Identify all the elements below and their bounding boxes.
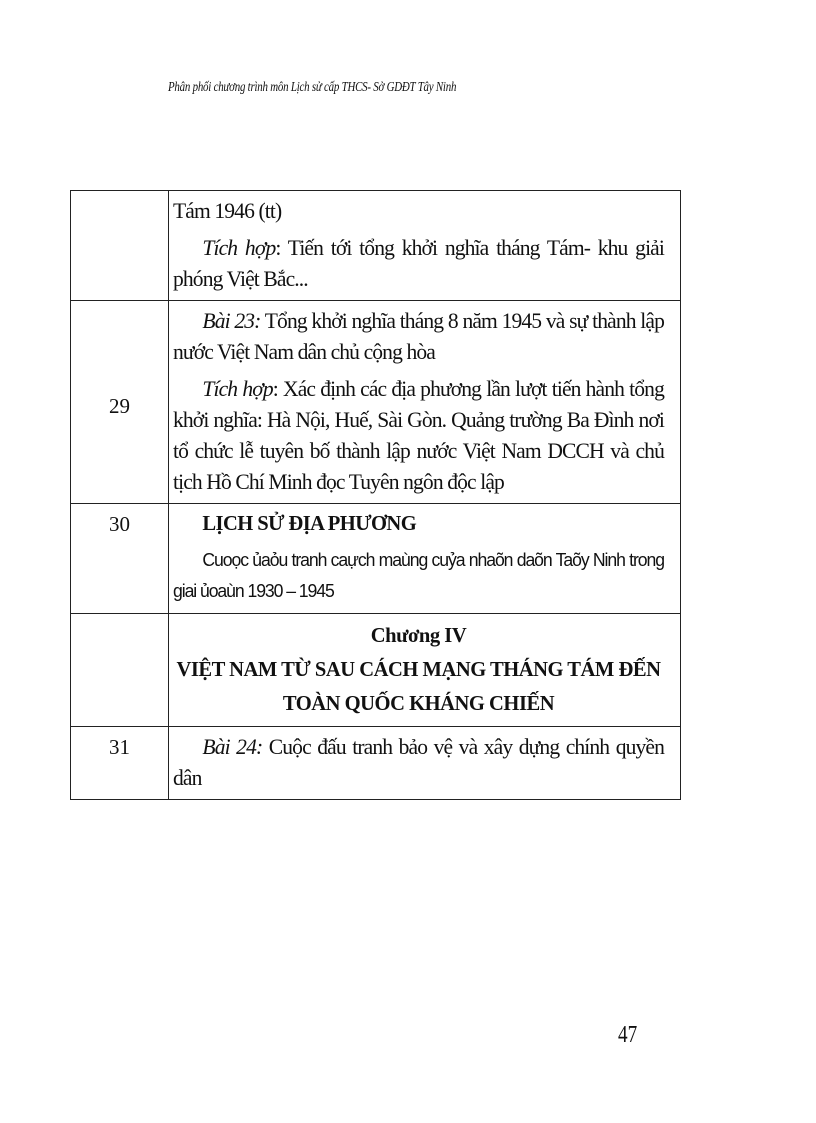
lesson-content — [169, 301, 681, 504]
lesson-label: Bài 23: — [202, 308, 261, 333]
lesson-content — [169, 727, 681, 800]
integration-label: Tích hợp — [202, 376, 273, 401]
local-history-text: Cuoọc ủaỏu tranh caựch maùng cuỷa nhaõn daõn Taõy Ninh trong giai ủoaùn 1930 – 1945 — [173, 550, 664, 601]
lesson-number: 29 — [71, 301, 169, 504]
table-row — [71, 301, 681, 504]
table-row — [71, 614, 681, 727]
lesson-number: 30 — [71, 504, 169, 614]
chapter-title: VIỆT NAM TỪ SAU CÁCH MẠNG THÁNG TÁM ĐẾN TOÀN QUỐC KHÁNG CHIẾN — [176, 657, 661, 715]
lesson-label: Bài 24: — [202, 734, 263, 759]
table-row — [71, 504, 681, 614]
lesson-number — [71, 614, 169, 727]
lesson-line: Tám 1946 (tt) — [173, 198, 282, 223]
page-number: 47 — [618, 1022, 638, 1048]
lesson-title — [173, 305, 664, 367]
lesson-text: Cuộc đấu tranh bảo vệ và xây dựng chính quyền dân — [173, 734, 664, 790]
table-row — [71, 191, 681, 301]
lesson-title — [173, 731, 664, 793]
integration-text: : Xác định các địa phương lần lượt tiến hành tổng khởi nghĩa: Hà Nội, Huế, Sài Gòn. Quảng trường Ba Đình nơi tổ chức lễ tuyên bố thành lập nước Việt Nam DCCH và chủ tịch Hồ Chí Minh đọc Tuyên ngôn độc lập — [173, 376, 664, 494]
integration-label: Tích hợp — [202, 235, 276, 260]
syllabus-table — [70, 190, 681, 800]
chapter-heading — [169, 614, 681, 727]
lesson-text: Tổng khởi nghĩa tháng 8 năm 1945 và sự thành lập nước Việt Nam dân chủ cộng hòa — [173, 308, 664, 364]
integration-text: : Tiến tới tổng khởi nghĩa tháng Tám- khu giải phóng Việt Bắc... — [173, 235, 664, 291]
lesson-content — [169, 191, 681, 301]
table-row — [71, 727, 681, 800]
local-history-title: LỊCH SỬ ĐỊA PHƯƠNG — [202, 511, 417, 535]
lesson-content — [169, 504, 681, 614]
lesson-number: 31 — [71, 727, 169, 800]
chapter-label: Chương IV — [370, 623, 467, 647]
lesson-number — [71, 191, 169, 301]
integration-note — [173, 232, 664, 294]
page-header: Phân phối chương trình môn Lịch sử cấp THCS- Sở GDĐT Tây Ninh — [168, 80, 457, 95]
integration-note — [173, 373, 664, 497]
